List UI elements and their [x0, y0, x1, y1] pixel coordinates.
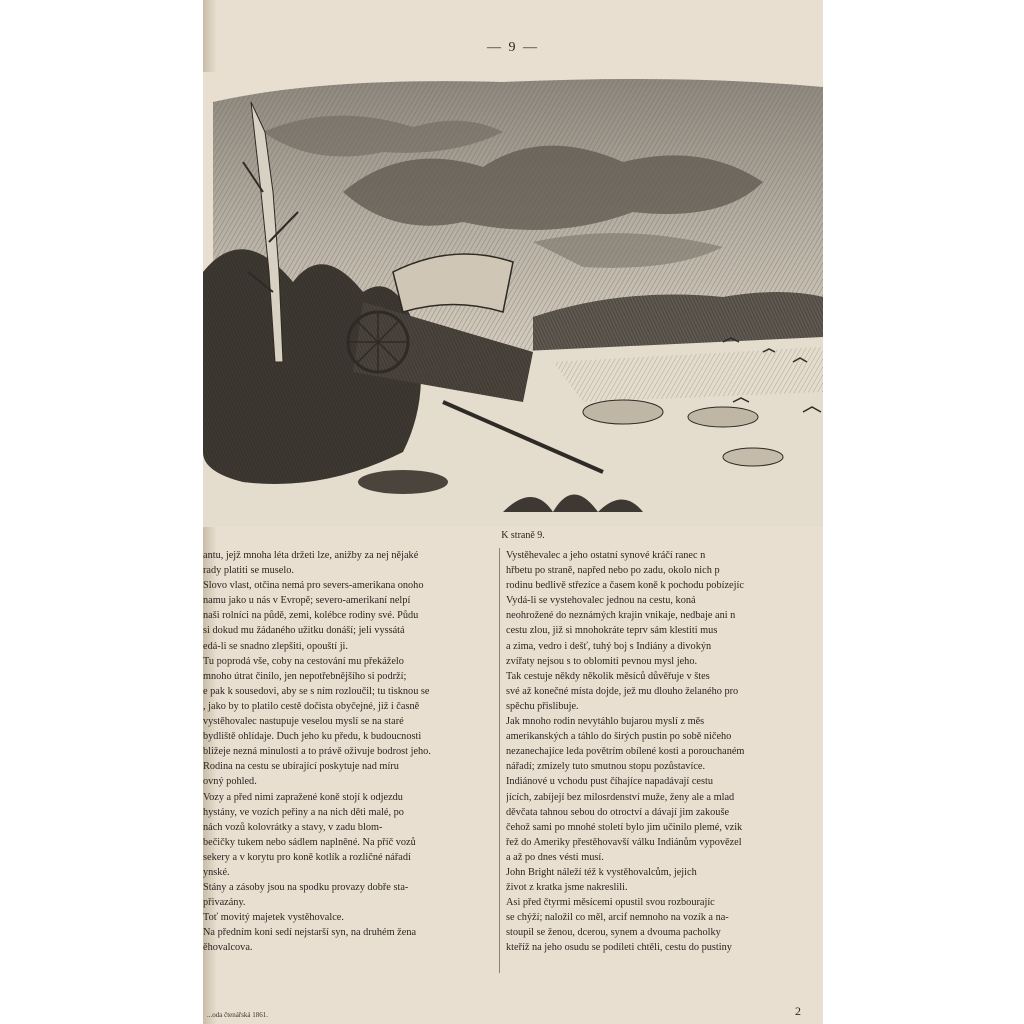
text-line: mnoho útrat činilo, jen nepotřebnějšího si podrží; — [203, 670, 407, 682]
text-line: život z kratka jsme nakreslili. — [506, 882, 628, 894]
text-line: Toť movitý majetek vystěhovalce. — [203, 912, 344, 924]
text-line: naši rolníci na půdě, zemi, kolébce rodiny své. Půdu — [203, 610, 419, 622]
text-line: Na předním koni sedí nejstarší syn, na druhém žena — [203, 927, 417, 939]
text-line: e pak k sousedovi, aby se s ním rozloučil; tu tisknou se — [203, 685, 430, 697]
text-line: sekery a v korytu pro koně kotlík a rozličné nářadí — [203, 851, 411, 863]
text-line: ovný pohled. — [203, 776, 257, 788]
text-line: nářadí; zmizely tuto smutnou stopu pozůstavíce. — [506, 761, 706, 773]
illustration-caption: K straně 9. — [501, 530, 545, 541]
text-line: stoupil se ženou, dcerou, synem a dvouma pacholky — [506, 927, 721, 939]
sheet-signature: 2 — [795, 1004, 801, 1018]
text-line: rodinu bedlivě střezíce a časem koně k pochodu pobízejíc — [506, 580, 744, 592]
engraving-illustration — [203, 72, 823, 527]
text-line: Slovo vlast, otčina nemá pro severs-amerikana onoho — [203, 580, 424, 592]
page-number: — 9 — — [487, 40, 539, 55]
text-line: ynské. — [203, 866, 230, 878]
document-page — [203, 0, 823, 1024]
column-divider — [499, 548, 500, 973]
text-line: hystány, ve vozích peřiny a na nich děti malé, po — [203, 806, 404, 818]
text-line: zvířaty nejsou s to oblomiti pevnou mysl jeho. — [506, 655, 698, 667]
text-line: spěchu přislibuje. — [506, 700, 579, 712]
text-line: a zima, vedro i dešť, tuhý boj s Indiány a divokýn — [506, 640, 712, 652]
text-line: bližeje nezná minulosti a to právě oživuje bodrost jeho. — [203, 746, 431, 758]
text-line: vystěhovalec nastupuje veselou myslí se na staré — [203, 716, 404, 728]
text-line: Jak mnoho rodin nevytáhlo bujarou myslí z měs — [506, 716, 705, 728]
text-line: čehož sami po mnohé století bylo jim učinilo plemé, vzik — [506, 821, 743, 833]
text-line: Tak cestuje někdy několik měsíců důvěřuje v štes — [506, 670, 710, 682]
text-line: Asi před čtyrmi měsícemi opustil svou rozbourajíc — [506, 897, 715, 909]
text-line: řež do Ameriky přestěhovavší válku Indiánům vypovězel — [506, 836, 742, 848]
text-line: si dokud mu žádaného užitku donáší; jeli vyssátá — [203, 625, 405, 637]
text-line: Stány a zásoby jsou na spodku provazy dobře sta- — [203, 882, 409, 894]
text-line: Vystěhevalec a jeho ostatní synové kráčí ranec n — [506, 550, 706, 561]
text-line: rady platiti se muselo. — [203, 565, 294, 577]
text-line: Vydá-li se vystehovalec jednou na cestu, koná — [506, 595, 696, 607]
text-line: amerikanských a táhlo do širých pustin po sobě ničeho — [506, 731, 732, 743]
text-line: edá-li se snadno zlepšiti, opouští ji. — [203, 640, 348, 652]
text-line: kteříž na jeho osudu se podíleti chtěli, cestu do pustiny — [506, 942, 732, 954]
text-line: a až po dnes vésti musí. — [506, 851, 604, 863]
text-line: jících, zabíjejí bez milosrdenství muže, ženy ale a mlad — [506, 791, 735, 803]
text-line: antu, jejž mnoha léta držeti lze, anižby za nej nějaké — [203, 550, 419, 561]
text-line: Rodina na cestu se ubírající poskytuje nad míru — [203, 761, 399, 773]
text-line: cestu zlou, již si mnohokráte teprv sám klestiti mus — [506, 625, 718, 637]
text-line: děvčata tahnou sebou do otroctví a dávají jim zakouše — [506, 806, 730, 818]
text-line: bečičky tukem nebo sádlem naplněné. Na příč vozů — [203, 836, 416, 848]
footer-imprint: ...oda čtenářská 1861. — [207, 1011, 269, 1019]
text-line: John Bright náleží též k vystěhovalcům, jejich — [506, 866, 697, 878]
text-line: Tu poprodá vše, coby na cestování mu překáželo — [203, 655, 404, 667]
text-line: Indiánové u vchodu pust číhajíce napadávají cestu — [506, 776, 714, 788]
text-line: bydliště ohlídaje. Duch jeho ku předu, k budoucnosti — [203, 731, 422, 743]
text-line: přivazány. — [203, 897, 246, 909]
text-line: neohrožené do neznámých krajin vnikaje, nedbaje ani n — [506, 610, 736, 622]
text-line: své až konečné místa dojde, jež mu dlouho želaného pro — [506, 685, 739, 697]
text-line: , jako by to platilo cestě dočista obyčejné, již i časně — [203, 700, 420, 712]
text-line: nách vozů kolovrátky a stavy, v zadu blom- — [203, 821, 383, 833]
text-line: ěhovalcova. — [203, 942, 253, 954]
text-line: se chýží; naložil co měl, arcif nemnoho na vozík a na- — [506, 912, 729, 924]
text-line: Vozy a před nimi zapražené koně stojí k odjezdu — [203, 791, 403, 803]
text-column-left — [203, 548, 487, 956]
text-column-right — [506, 548, 823, 956]
abandoned-wagon-scene-icon — [203, 72, 823, 527]
text-line: nezanechajíce leda povětrím obílené kosti a porouchaném — [506, 746, 745, 758]
text-line: namu jako u nás v Evropě; severo-amerikaní nelpí — [203, 595, 411, 607]
text-line: hřbetu po straně, napřed nebo po zadu, okolo nich p — [506, 565, 720, 577]
